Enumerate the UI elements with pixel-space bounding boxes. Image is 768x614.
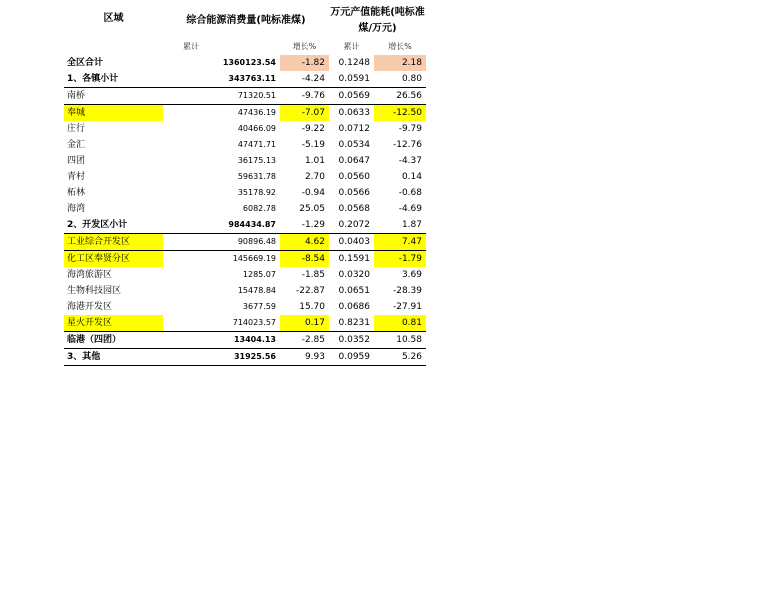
cell-name: 2、开发区小计 — [64, 217, 163, 234]
cell-cum: 984434.87 — [163, 217, 280, 234]
table-row — [64, 105, 426, 122]
cell-intensity: 0.0320 — [338, 270, 370, 280]
cell-intensity: 0.0591 — [329, 71, 374, 88]
cell-growth: -9.22 — [301, 124, 325, 134]
cell-cum: 13404.13 — [163, 332, 280, 349]
cell-growth: -9.76 — [280, 88, 329, 105]
cell-growth2: -9.79 — [398, 124, 422, 134]
cell-growth2: 5.26 — [374, 349, 426, 366]
cell-name: 生物科技园区 — [67, 286, 122, 296]
cell-growth2: 2.18 — [374, 55, 426, 71]
cell-growth2: -27.91 — [392, 302, 422, 312]
cell-intensity: 0.0352 — [329, 332, 374, 349]
subheader-growth: 增长% — [292, 42, 317, 51]
table-row — [64, 185, 426, 201]
cell-growth: -1.85 — [301, 270, 325, 280]
cell-intensity: 0.0959 — [329, 349, 374, 366]
cell-intensity: 0.8231 — [329, 315, 374, 332]
cell-name: 柘林 — [67, 188, 86, 198]
subheader-blank — [64, 38, 163, 55]
subheader-intensity: 累计 — [343, 42, 360, 51]
table-row — [64, 55, 426, 71]
header-region: 区域 — [103, 13, 124, 24]
cell-intensity: 0.0566 — [338, 188, 370, 198]
header-row — [64, 3, 426, 38]
cell-cum: 31925.56 — [163, 349, 280, 366]
cell-name: 庄行 — [67, 124, 86, 134]
cell-name: 临港（四团） — [64, 332, 163, 349]
table-row — [64, 267, 426, 283]
cell-intensity: 0.0633 — [338, 108, 370, 118]
cell-cum: 3677.59 — [242, 302, 276, 311]
cell-intensity: 0.0560 — [338, 172, 370, 182]
table-row — [64, 121, 426, 137]
cell-cum: 1360123.54 — [222, 58, 276, 67]
cell-intensity: 0.0712 — [338, 124, 370, 134]
table-row — [64, 283, 426, 299]
cell-cum: 90896.48 — [163, 234, 280, 251]
cell-growth: 1.01 — [304, 156, 325, 166]
cell-intensity: 0.0568 — [338, 204, 370, 214]
cell-cum: 47436.19 — [237, 108, 276, 117]
cell-name: 奉城 — [64, 105, 163, 122]
cell-name: 星火开发区 — [64, 315, 163, 332]
subheader-growth2: 增长% — [388, 42, 412, 51]
table-row — [64, 153, 426, 169]
cell-cum: 1285.07 — [242, 270, 276, 279]
cell-intensity: 0.0403 — [329, 234, 374, 251]
cell-growth2: -1.79 — [374, 251, 426, 268]
table-row — [64, 71, 426, 88]
subheader-cumulative: 累计 — [183, 42, 199, 51]
cell-growth2: -0.68 — [398, 188, 422, 198]
table-row — [64, 88, 426, 105]
cell-name: 1、各镇小计 — [64, 71, 163, 88]
cell-cum: 71320.51 — [163, 88, 280, 105]
cell-growth: -8.54 — [280, 251, 329, 268]
cell-growth2: 10.58 — [374, 332, 426, 349]
table-row — [64, 315, 426, 332]
cell-name: 工业综合开发区 — [64, 234, 163, 251]
cell-intensity: 0.0569 — [329, 88, 374, 105]
table-row — [64, 299, 426, 315]
cell-growth2: 0.81 — [374, 315, 426, 332]
cell-name: 全区合计 — [67, 58, 104, 68]
cell-growth: -2.85 — [280, 332, 329, 349]
cell-intensity: 0.0534 — [338, 140, 370, 150]
cell-growth2: 0.14 — [401, 172, 422, 182]
cell-growth: -0.94 — [301, 188, 325, 198]
cell-growth2: -12.50 — [374, 105, 426, 122]
cell-name: 金汇 — [67, 140, 86, 150]
cell-cum: 36175.13 — [237, 156, 276, 165]
cell-name: 海港开发区 — [67, 302, 113, 312]
cell-name: 南桥 — [64, 88, 163, 105]
header-intensity-group: 万元产值能耗(吨标准煤/万元) — [330, 7, 425, 34]
cell-cum: 35178.92 — [237, 188, 276, 197]
cell-growth: -1.29 — [280, 217, 329, 234]
cell-growth: -1.82 — [280, 55, 329, 71]
cell-cum: 145669.19 — [232, 254, 276, 263]
cell-growth: 4.62 — [280, 234, 329, 251]
cell-growth2: 0.80 — [374, 71, 426, 88]
energy-table — [64, 3, 426, 366]
table-row — [64, 217, 426, 234]
cell-growth2: 1.87 — [374, 217, 426, 234]
cell-intensity: 0.0651 — [338, 286, 370, 296]
header-energy-group: 综合能源消费量(吨标准煤) — [186, 15, 306, 26]
cell-name: 化工区奉贤分区 — [64, 251, 163, 268]
cell-intensity: 0.0647 — [338, 156, 370, 166]
spreadsheet — [64, 3, 426, 366]
cell-name: 青村 — [67, 172, 86, 182]
cell-growth: -4.24 — [280, 71, 329, 88]
cell-cum: 40466.09 — [237, 124, 276, 133]
cell-growth2: 7.47 — [374, 234, 426, 251]
cell-cum: 6082.78 — [242, 204, 276, 213]
table-row — [64, 201, 426, 217]
table-row — [64, 137, 426, 153]
cell-growth2: 26.56 — [374, 88, 426, 105]
cell-growth2: -28.39 — [392, 286, 422, 296]
cell-cum: 714023.57 — [163, 315, 280, 332]
cell-growth: 0.17 — [280, 315, 329, 332]
cell-name: 四团 — [67, 156, 86, 166]
cell-cum: 47471.71 — [237, 140, 276, 149]
table-row — [64, 332, 426, 349]
cell-growth2: -12.76 — [392, 140, 422, 150]
cell-cum: 343763.11 — [163, 71, 280, 88]
cell-cum: 15478.84 — [237, 286, 276, 295]
cell-growth: -7.07 — [280, 105, 329, 122]
cell-name: 海湾旅游区 — [67, 270, 113, 280]
cell-growth: 9.93 — [280, 349, 329, 366]
cell-growth2: 3.69 — [401, 270, 422, 280]
cell-growth: 15.70 — [299, 302, 325, 312]
cell-growth: 2.70 — [304, 172, 325, 182]
cell-cum: 59631.78 — [237, 172, 276, 181]
table-row — [64, 169, 426, 185]
cell-intensity: 0.0686 — [338, 302, 370, 312]
cell-name: 海湾 — [67, 204, 86, 214]
cell-intensity: 0.1248 — [338, 58, 370, 68]
table-row — [64, 234, 426, 251]
cell-growth2: -4.37 — [398, 156, 422, 166]
cell-growth: -22.87 — [295, 286, 325, 296]
cell-growth: 25.05 — [299, 204, 325, 214]
cell-intensity: 0.1591 — [338, 254, 370, 264]
table-row — [64, 251, 426, 268]
cell-growth: -5.19 — [301, 140, 325, 150]
table-row — [64, 349, 426, 366]
cell-name: 3、其他 — [64, 349, 163, 366]
cell-growth2: -4.69 — [398, 204, 422, 214]
cell-intensity: 0.2072 — [329, 217, 374, 234]
subheader-row — [64, 38, 426, 55]
